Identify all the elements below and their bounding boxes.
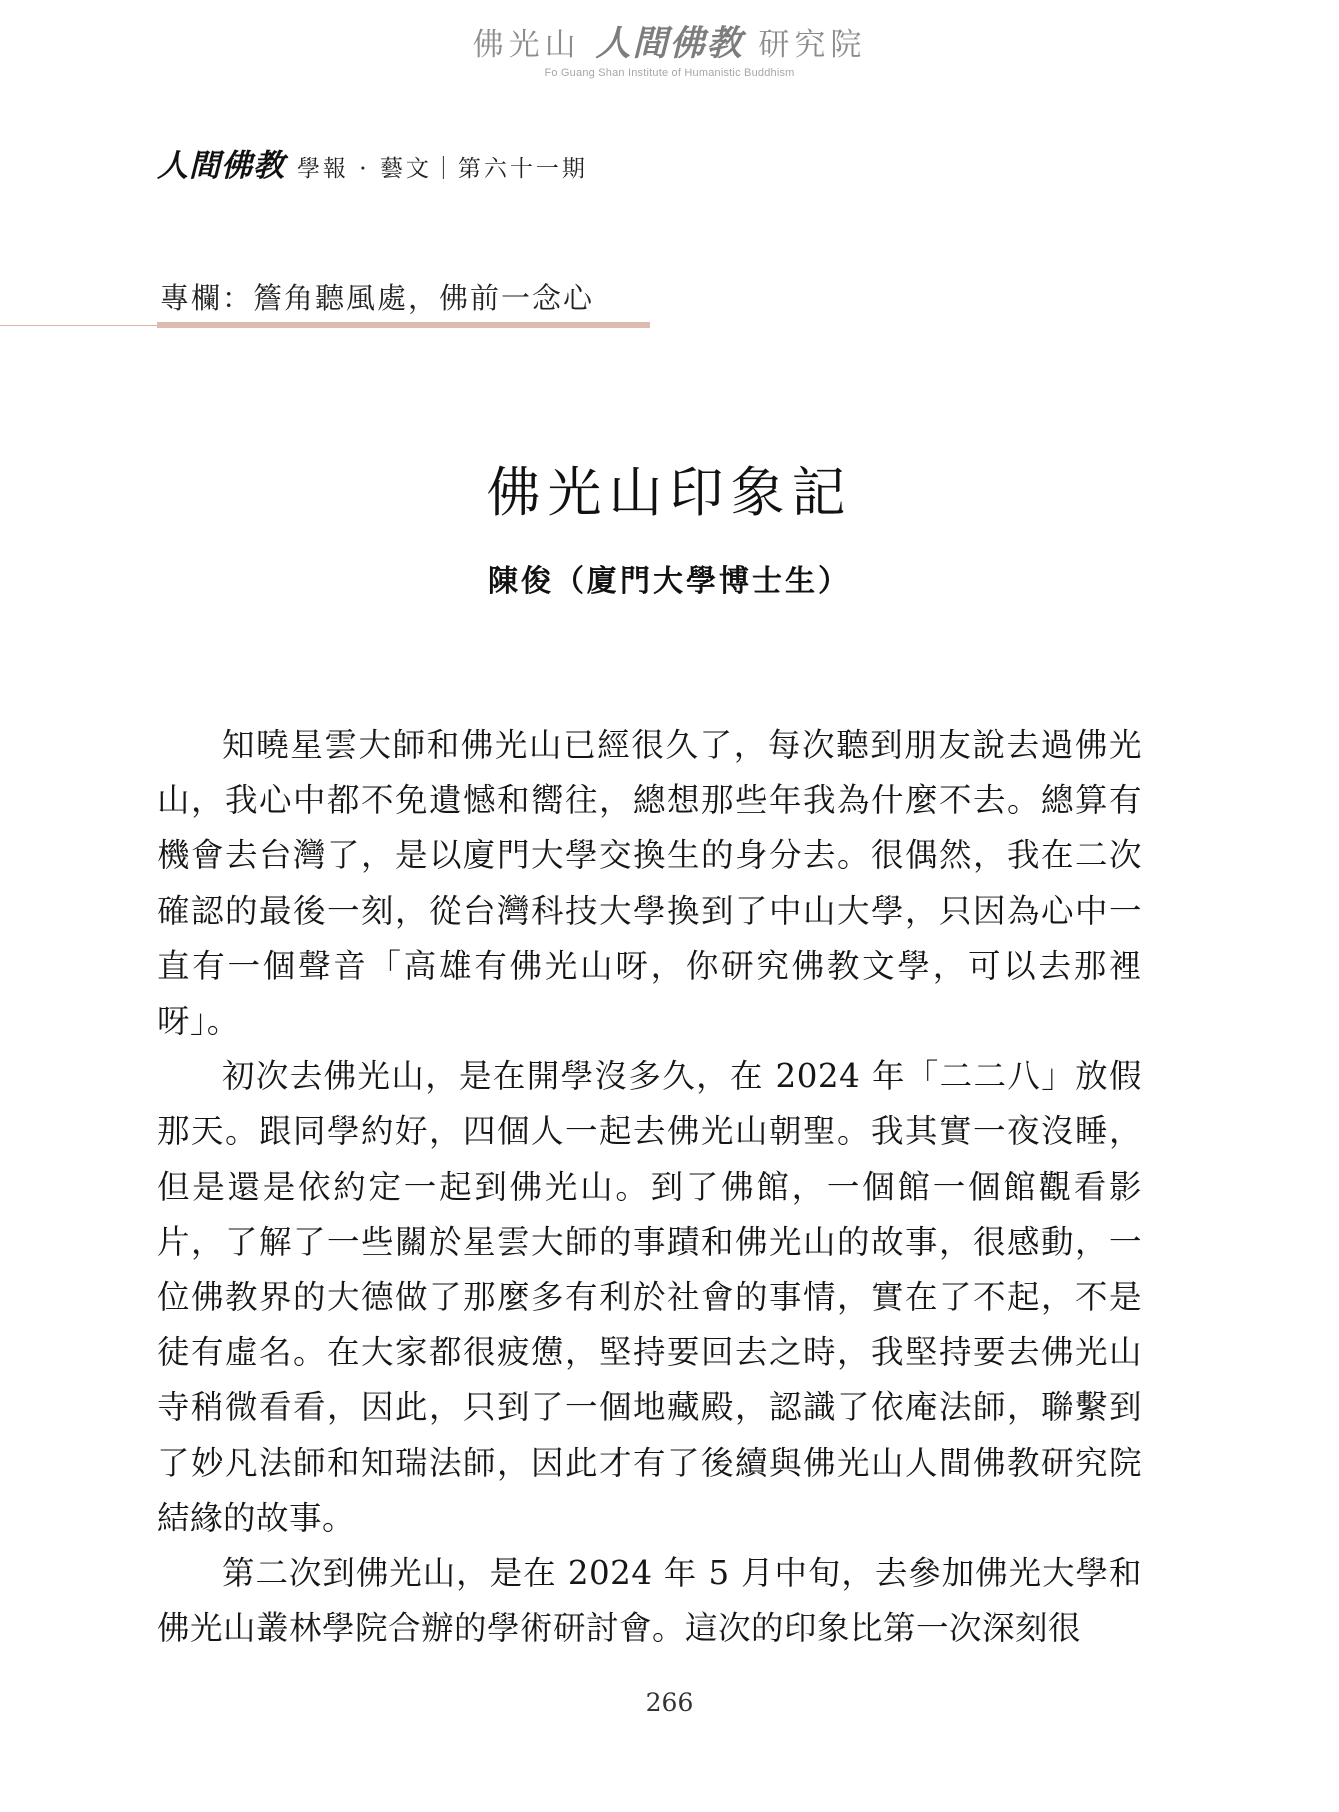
paragraph: 初次去佛光山，是在開學沒多久，在 2024 年「二二八」放假那天。跟同學約好，四個人一起去佛光山朝聖。我其實一夜沒睡，但是還是依約定一起到佛光山。到了佛館，一個館一個館觀看影片，了解了一些關於星雲大師的事蹟和佛光山的故事，很感動，一位佛教界的大德做了那麼多有利於社會的事情，實在了不起，不是徒有虛名。在大家都很疲憊，堅持要回去之時，我堅持要去佛光山寺稍微看看，因此，只到了一個地藏殿，認識了依庵法師，聯繫到了妙凡法師和知瑞法師，因此才有了後續與佛光山人間佛教研究院結緣的故事。 <box>157 1057 1142 1537</box>
article-body <box>157 718 1142 1656</box>
journal-logo: 人間佛教 <box>157 148 285 184</box>
institute-suffix: 研究院 <box>758 27 867 63</box>
article-title: 佛光山印象記 <box>486 461 853 524</box>
column-underline-bar <box>157 322 650 328</box>
journal-section: 學報 · 藝文｜第六十一期 <box>297 156 588 182</box>
page-number: 266 <box>645 1688 694 1717</box>
column-underline-thin <box>0 325 160 326</box>
institute-name <box>0 24 1339 65</box>
running-head <box>157 140 588 185</box>
paragraph: 知曉星雲大師和佛光山已經很久了，每次聽到朋友說去過佛光山，我心中都不免遺憾和嚮往，總想那些年我為什麼不去。總算有機會去台灣了，是以廈門大學交換生的身分去。很偶然，我在二次確認的最後一刻，從台灣科技大學換到了中山大學，只因為心中一直有一個聲音「高雄有佛光山呀，你研究佛教文學，可以去那裡呀」。 <box>157 726 1142 1041</box>
column-title: 專欄：簷角聽風處，佛前一念心 <box>160 281 595 315</box>
institute-logo: 人間佛教 <box>595 23 744 64</box>
institute-header <box>0 24 1339 79</box>
institute-english-name: Fo Guang Shan Institute of Humanistic Buddhism <box>544 67 795 79</box>
column-underline <box>0 322 650 328</box>
institute-prefix: 佛光山 <box>472 27 581 63</box>
article-author: 陳俊（廈門大學博士生） <box>488 564 851 599</box>
paragraph: 第二次到佛光山，是在 2024 年 5 月中旬，去參加佛光大學和佛光山叢林學院合辦的學術研討會。這次的印象比第一次深刻很 <box>157 1554 1142 1648</box>
